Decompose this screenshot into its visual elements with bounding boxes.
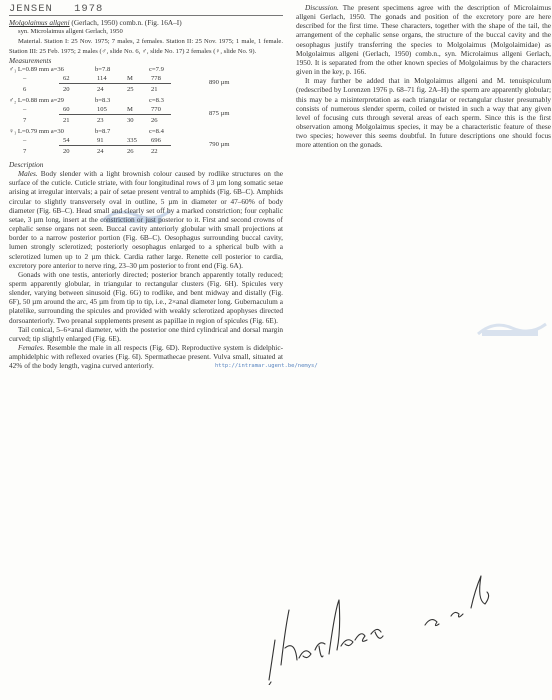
discussion-label: Discussion. (305, 3, 339, 12)
males-label: Males. (18, 169, 38, 179)
measurement-b: b=7.8 (95, 65, 111, 73)
measurement-bottom-value: 7 (23, 147, 27, 155)
header-year: 1978 (74, 3, 104, 15)
tail-paragraph: Tail conical, 5–6×anal diameter, with the posterior one third cylindrical and dorsal margin curved; tip slightly enlarged (Fig. 6E). (9, 324, 283, 343)
discussion-paragraph (296, 3, 551, 76)
species-name: Molgolaimus allgeni (9, 18, 70, 28)
measurement-bottom-value: 20 (63, 147, 70, 155)
measurement-top-value: – (23, 105, 27, 113)
measurement-label: ♂₁ L=0.89 mm a=36 (9, 65, 64, 73)
fraction-bar (59, 114, 171, 115)
measurement-b: b=8.7 (95, 127, 111, 135)
fraction-bar (59, 145, 171, 146)
measurement-bottom-value: 7 (23, 116, 27, 124)
measurement-bottom-value: 22 (151, 147, 158, 155)
header-author: JENSEN (9, 3, 53, 15)
measurement-total: 890 µm (209, 78, 230, 86)
species-heading (9, 18, 283, 27)
right-column (296, 3, 551, 150)
watermark-url: http://intramar.ugent.be/nemys/ (215, 363, 318, 369)
watermark-logo (476, 318, 548, 340)
sperm-paragraph: It may further be added that in Molgolaimus allgeni and M. tenuispiculum (redescribed by Lorenzen 1976 p. 68–71 fig. 2A–H) the sperm are apparently globular; this may be a misinterpretation as each triangular or rectangular cluster presumably consists of numerous slender sperm, coiled or twisted in such a way that any given level of focusing cuts through several areas of each sperm. Since this is the first observation among Molgolaimus species, it may be a characteristic feature of these two species; however this seems doubtful. In future descriptions one should focus more attention on the gonads. (296, 76, 551, 150)
synonym-line: syn. Microlaimus allgeni Gerlach, 1950 (18, 28, 123, 36)
measurement-top-value: – (23, 136, 27, 144)
measurement-bottom-value: 25 (127, 85, 134, 93)
measurement-bottom-value: 24 (97, 85, 104, 93)
males-text: Body slender with a light brownish colour caused by rodlike structures on the surface of the cuticle. Cuticle striate, with four longitudinal rows of 3 µm long somatic setae arising at irregular intervals; a pair of setae present ventral to amphids (Fig. 6B–C). Amphids circular to slightly transversely oval in outline, 5 µm in diameter or 47–60% of body diameter (Fig. 6B–C). Head small and clearly set off by a marked constriction; four cephalic setae, 3 µm long, insert at the constriction or just posterior to it. First and second crowns of cephalic sense organs not seen. Buccal cavity anteriorly globular with small projections at border to a narrow posterior portion (Fig. 6B–C). Oesophagus surrounding buccal cavity, lumen strongly sclerotized; posteriorly oesophagus enlarged to a spherical bulb with a sclerotized lumen up to 2 µm thick. Cardia rather large. Renette cell posterior to cardia, excretory pore anterior to nerve ring, 23–30 µm posterior to front end (Fig. 6A). (9, 169, 283, 270)
measurement-top-value: 770 (151, 105, 161, 113)
measurement-bottom-value: 26 (127, 147, 134, 155)
measurement-bottom-value: 20 (63, 85, 70, 93)
measurement-top-value: 778 (151, 74, 161, 82)
measurement-bottom-value: 6 (23, 85, 27, 93)
measurement-total: 790 µm (209, 140, 230, 148)
measurement-bottom-value: 21 (151, 85, 158, 93)
males-paragraph (9, 169, 283, 270)
page-header (9, 5, 283, 14)
description-heading: Description (9, 159, 44, 169)
material-text: Material. Station I: 25 Nov. 1975; 7 males, 2 females. Station II: 25 Nov. 1975; 1 male, 1 female. Station III: 25 Feb. 1975; 2 males (♂, slide No. 6, ♂, slide No. 17) 2 females (♀, slide No. 9). (9, 38, 283, 55)
measurement-top-value: – (23, 74, 27, 82)
measurement-top-value: 54 (63, 136, 70, 144)
fraction-bar (59, 83, 171, 84)
measurement-b: b=8.3 (95, 96, 111, 104)
header-rule (9, 15, 283, 16)
left-column (9, 5, 283, 371)
measurement-c: c=7.9 (149, 65, 164, 73)
measurement-top-value: 696 (151, 136, 161, 144)
measurement-label: ♂₂ L=0.88 mm a=29 (9, 96, 64, 104)
measurement-bottom-value: 23 (97, 116, 104, 124)
measurement-top-value: M (127, 105, 133, 113)
measurements-table (9, 65, 283, 158)
measurement-bottom-value: 21 (63, 116, 70, 124)
measurement-c: c=8.3 (149, 96, 164, 104)
females-text: Resemble the male in all respects (Fig. 6D). Reproductive system is didelphic-amphidelphic with reflexed ovaries (Fig. 6I). Spermathecae present. Vulva small, situated at 42% of the body length, vagina curved anteriorly. (9, 343, 283, 371)
species-authority: (Gerlach, 1950) comb.n. (Fig. 16A–I) (69, 18, 182, 28)
measurement-set (9, 65, 283, 96)
measurement-bottom-value: 30 (127, 116, 134, 124)
females-label: Females. (18, 343, 45, 353)
measurement-label: ♀₁ L=0.79 mm a=30 (9, 127, 64, 135)
discussion-text: The present specimens agree with the description of Microlaimus allgeni Gerlach, 1950. The gonads and position of the excretory pore are here described for the first time. These characters, together with the shape of the tail, the arrangement of the cephalic sense organs, the structure of the buccal cavity and the oesophagus justify transferring the species to Molgolaimus (Molgolaimidae) as Molgolaimus allgeni (Gerlach, 1950) comb.n., syn. Microlaimus allgeni Gerlach, 1950. It is separated from the other known species of Molgolaimus by the characters given in the key, p. 166. (296, 3, 551, 77)
gonads-paragraph: Gonads with one testis, anteriorly directed; posterior branch apparently totally reduced; sperm apparently globular, in triangular to rectangular clusters (Fig. 6H). Spicules very slender, varying between sinusoid (Fig. 6G) to rodlike, and bent midway and distally (Fig. 6F), 50 µm around the arc, 45 µm from tip to tip, i.e., 2×anal diameter long. Gubernaculum a platelike, surrounding the spicules and provided with weakly sclerotized apophyses directed dorsoanteriorly. Two preanal supplements present as papillae in region of spicules (Fig. 6E). (9, 269, 283, 325)
measurement-top-value: 335 (127, 136, 137, 144)
measurement-top-value: 60 (63, 105, 70, 113)
handwritten-signature (255, 570, 525, 685)
measurement-set (9, 96, 283, 127)
measurement-total: 875 µm (209, 109, 230, 117)
measurement-top-value: 105 (97, 105, 107, 113)
measurement-bottom-value: 24 (97, 147, 104, 155)
measurement-set (9, 127, 283, 158)
measurement-top-value: 91 (97, 136, 104, 144)
measurement-top-value: M (127, 74, 133, 82)
measurement-top-value: 114 (97, 74, 107, 82)
measurement-top-value: 62 (63, 74, 70, 82)
measurements-heading: Measurements (9, 55, 52, 65)
measurement-bottom-value: 26 (151, 116, 158, 124)
measurement-c: c=8.4 (149, 127, 164, 135)
